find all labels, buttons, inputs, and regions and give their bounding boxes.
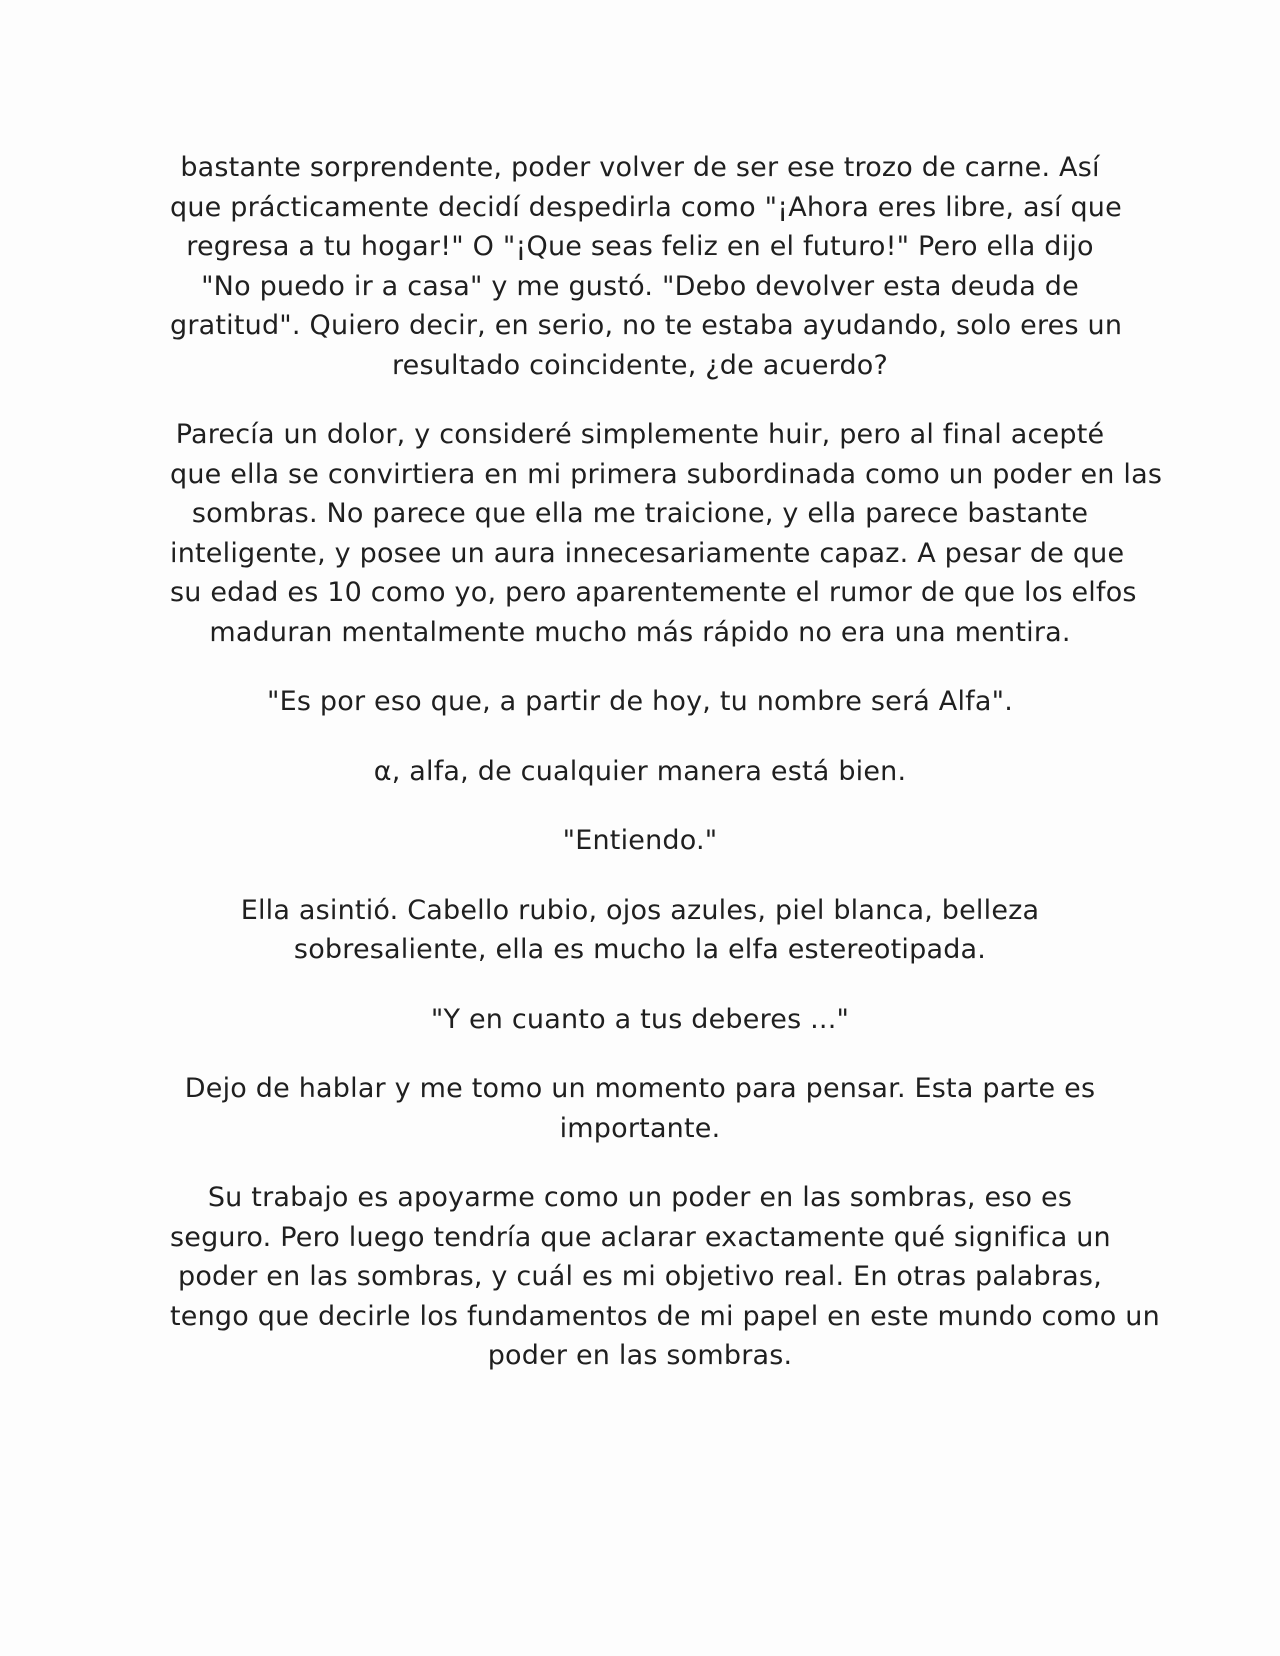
body-text <box>170 148 1163 1406</box>
text-line: gratitud". Quiero decir, en serio, no te estaba ayudando, solo eres un <box>170 310 1123 341</box>
dialogue-paragraph <box>170 1000 1110 1040</box>
text-line: que prácticamente decidí despedirla como "¡Ahora eres libre, así que <box>170 191 1122 223</box>
text-line: regresa a tu hogar!" O "¡Que seas feliz en el futuro!" Pero ella dijo <box>186 231 1094 262</box>
dialogue-paragraph <box>170 821 1110 861</box>
paragraph <box>170 1178 1160 1376</box>
text-line: seguro. Pero luego tendría que aclarar exactamente qué significa un <box>170 1221 1111 1253</box>
text-line: inteligente, y posee un aura innecesariamente capaz. A pesar de que <box>170 537 1125 569</box>
text-line: que ella se convirtiera en mi primera subordinada como un poder en las <box>170 458 1163 490</box>
text-line: "Es por eso que, a partir de hoy, tu nombre será Alfa". <box>266 686 1014 717</box>
text-line: Su trabajo es apoyarme como un poder en las sombras, eso es <box>207 1182 1073 1213</box>
text-line: bastante sorprendente, poder volver de ser ese trozo de carne. Así <box>180 152 1100 183</box>
text-line: sombras. No parece que ella me traicione, y ella parece bastante <box>191 498 1089 529</box>
paragraph <box>170 415 1163 652</box>
text-line: "Entiendo." <box>562 825 718 856</box>
text-line: sobresaliente, ella es mucho la elfa estereotipada. <box>293 934 987 965</box>
paragraph <box>170 148 1123 385</box>
text-line: poder en las sombras. <box>487 1340 793 1371</box>
text-line: maduran mentalmente mucho más rápido no era una mentira. <box>209 616 1071 648</box>
text-line: su edad es 10 como yo, pero aparentemente el rumor de que los elfos <box>170 577 1137 608</box>
text-line: Parecía un dolor, y consideré simplemente huir, pero al final acepté <box>175 419 1105 450</box>
text-line: "Y en cuanto a tus deberes ..." <box>430 1003 850 1035</box>
paragraph <box>170 1069 1110 1148</box>
text-line: poder en las sombras, y cuál es mi objetivo real. En otras palabras, <box>178 1261 1102 1292</box>
text-line: α, alfa, de cualquier manera está bien. <box>373 755 907 787</box>
text-line: importante. <box>559 1112 721 1144</box>
dialogue-paragraph <box>170 682 1110 722</box>
text-line: Dejo de hablar y me tomo un momento para pensar. Esta parte es <box>184 1073 1096 1104</box>
text-line: resultado coincidente, ¿de acuerdo? <box>391 349 889 381</box>
text-line: "No puedo ir a casa" y me gustó. "Debo devolver esta deuda de <box>201 270 1079 302</box>
paragraph <box>170 891 1110 970</box>
paragraph <box>170 752 1110 792</box>
text-line: Ella asintió. Cabello rubio, ojos azules, piel blanca, belleza <box>240 894 1040 926</box>
text-line: tengo que decirle los fundamentos de mi papel en este mundo como un <box>170 1300 1160 1332</box>
